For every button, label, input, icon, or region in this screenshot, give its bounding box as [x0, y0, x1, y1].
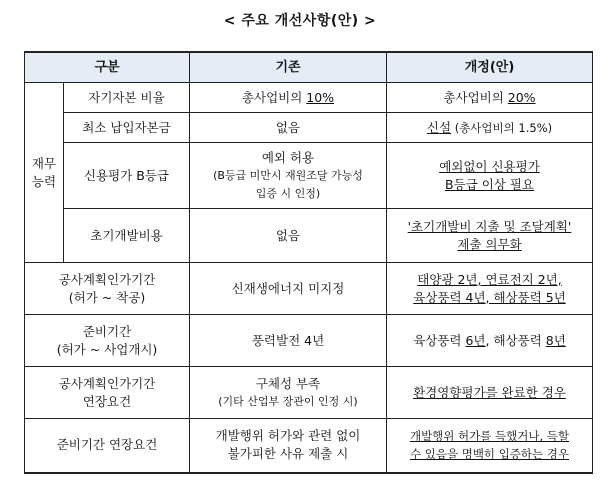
current-value: 구체성 부족 (기타 산업부 장관이 인정 시) [190, 367, 387, 419]
revised-value: 신설 (총사업비의 1.5%) [387, 113, 593, 143]
revised-value: 총사업비의 20% [387, 83, 593, 113]
revised-value: 예외없이 신용평가 B등급 이상 필요 [387, 143, 593, 209]
page-title: < 주요 개선사항(안) > [223, 13, 377, 29]
table-header-row [25, 52, 593, 83]
current-value: 없음 [190, 113, 387, 143]
revised-value: 개발행위 허가를 득했거나, 득할 수 있음을 명백히 입증하는 경우 [387, 419, 593, 473]
table-row [25, 143, 593, 209]
table-row [25, 209, 593, 263]
row-label: 공사계획인가기간 연장요건 [25, 367, 190, 419]
revised-value: 환경영향평가를 완료한 경우 [387, 367, 593, 419]
row-label: 자기자본 비율 [64, 83, 190, 113]
revised-value: 태양광 2년, 연료전지 2년, 육상풍력 4년, 해상풍력 5년 [387, 263, 593, 315]
table-row [25, 263, 593, 315]
table-row [25, 315, 593, 367]
current-value: 총사업비의 10% [190, 83, 387, 113]
improvements-table [24, 51, 593, 474]
row-label: 준비기간 연장요건 [25, 419, 190, 473]
table-row [25, 83, 593, 113]
header-revised: 개정(안) [387, 52, 593, 83]
current-value: 예외 허용 (B등급 미만시 재원조달 가능성 입증 시 인정) [190, 143, 387, 209]
current-value: 개발행위 허가와 관련 없이 불가피한 사유 제출 시 [190, 419, 387, 473]
row-label: 준비기간 (허가 ~ 사업개시) [25, 315, 190, 367]
row-label: 공사계획인가기간 (허가 ~ 착공) [25, 263, 190, 315]
revised-value: 육상풍력 6년, 해상풍력 8년 [387, 315, 593, 367]
table-row [25, 367, 593, 419]
table-row [25, 113, 593, 143]
current-value: 풍력발전 4년 [190, 315, 387, 367]
current-value: 신재생에너지 미지정 [190, 263, 387, 315]
table-row [25, 419, 593, 473]
header-current: 기존 [190, 52, 387, 83]
group-label-finance: 재무 능력 [25, 83, 64, 263]
header-category: 구분 [25, 52, 190, 83]
row-label: 신용평가 B등급 [64, 143, 190, 209]
row-label: 초기개발비용 [64, 209, 190, 263]
current-value: 없음 [190, 209, 387, 263]
row-label: 최소 납입자본금 [64, 113, 190, 143]
revised-value: '초기개발비 지출 및 조달계획' 제출 의무화 [387, 209, 593, 263]
